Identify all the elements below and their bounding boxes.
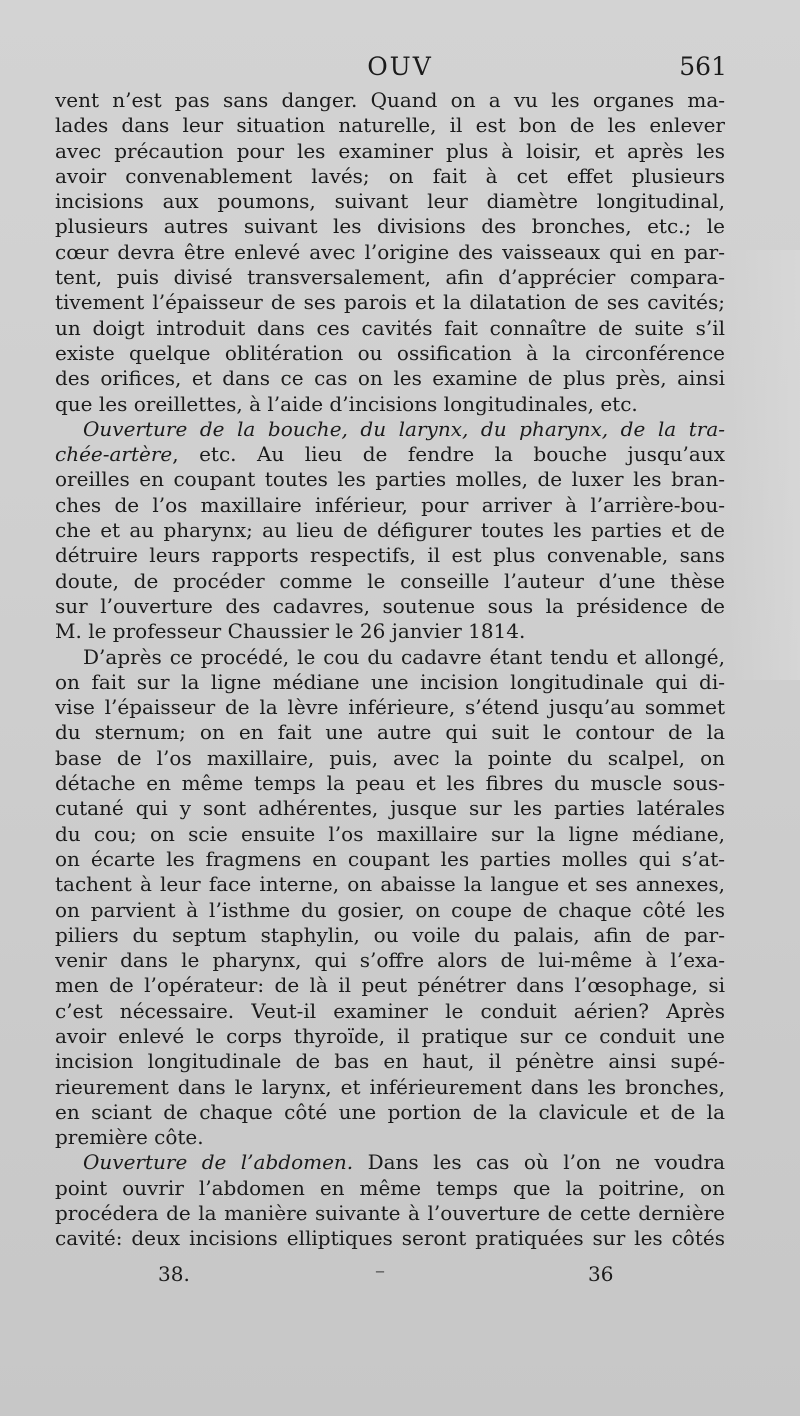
line-text: existe quelque oblitération ou ossification à la circonférence [55, 340, 725, 365]
text-line [55, 265, 725, 290]
text-line [55, 341, 725, 366]
line-text: vent n’est pas sans danger. Quand on a vu les organes ma- [55, 88, 725, 112]
text-line [55, 771, 725, 796]
line-text: du cou; on scie ensuite l’os maxillaire sur la ligne médiane, [55, 821, 725, 846]
line-text: on fait sur la ligne médiane une incision longitudinale qui di- [55, 669, 725, 694]
line-text: M. le professeur Chaussier le 26 janvier 1814. [55, 619, 526, 644]
text-line [55, 999, 725, 1024]
line-text: D’après ce procédé, le cou du cadavre étant tendu et allongé, [83, 644, 725, 669]
line-text: avec précaution pour les examiner plus à loisir, et après les [55, 138, 725, 163]
running-head [55, 48, 745, 88]
text-line [55, 948, 725, 973]
line-text: men de l’opérateur: de là il peut pénétrer dans l’œsophage, si [55, 973, 725, 998]
text-line [55, 442, 725, 467]
italic-heading-text: Ouverture de l’abdomen. [83, 1150, 354, 1175]
text-line [55, 1226, 725, 1251]
line-text: lades dans leur situation naturelle, il est bon de les enlever [55, 113, 725, 138]
text-line [55, 645, 725, 670]
line-text: doute, de procéder comme le conseille l’auteur d’une thèse [55, 568, 725, 593]
text-line [55, 619, 725, 644]
line-text: procédera de la manière suivante à l’ouverture de cette dernière [55, 1201, 725, 1226]
line-text: c’est nécessaire. Veut-il examiner le conduit aérien? Après [55, 998, 725, 1023]
line-text: avoir enlevé le corps thyroïde, il pratique sur ce conduit une [55, 1023, 725, 1048]
text-line [55, 467, 725, 492]
text-line [55, 720, 725, 745]
text-line [55, 189, 725, 214]
line-text: ches de l’os maxillaire inférieur, pour arriver à l’arrière-bou- [55, 492, 725, 517]
text-line [55, 569, 725, 594]
text-line [55, 164, 725, 189]
line-text: tent, puis divisé transversalement, afin d’apprécier compara- [55, 265, 725, 290]
text-line [55, 594, 725, 619]
text-line [55, 847, 725, 872]
text-line [55, 139, 725, 164]
running-title: OUV [367, 52, 433, 81]
line-text: cutané qui y sont adhérentes, jusque sur les parties latérales [55, 796, 725, 821]
text-line [55, 898, 725, 923]
line-text: plusieurs autres suivant les divisions des bronches, etc.; le [55, 214, 725, 239]
text-line [55, 1049, 725, 1074]
line-text: rieurement dans le larynx, et inférieurement dans les bronches, [55, 1074, 725, 1099]
text-line [55, 695, 725, 720]
line-text: du sternum; on en fait une autre qui suit le contour de la [55, 720, 725, 745]
text-line [55, 1075, 725, 1100]
text-line [55, 1100, 725, 1125]
line-text: incisions aux poumons, suivant leur diamètre longitudinal, [55, 189, 725, 214]
signature-dash: – [375, 1258, 385, 1282]
line-text: Dans les cas où l’on ne voudra [353, 1150, 725, 1175]
text-line [55, 316, 725, 341]
text-line [55, 746, 725, 771]
text-line [55, 923, 725, 948]
page-number: 561 [679, 52, 727, 81]
line-text: incision longitudinale de bas en haut, il pénètre ainsi supé- [55, 1049, 725, 1074]
line-text: point ouvrir l’abdomen en même temps que la poitrine, on [55, 1175, 725, 1200]
text-line [55, 1176, 725, 1201]
line-text: des orifices, et dans ce cas on les examine de plus près, ainsi [55, 366, 725, 391]
text-line [55, 240, 725, 265]
italic-heading-text: chée-artère [55, 442, 173, 467]
line-text: avoir convenablement lavés; on fait à cet effet plusieurs [55, 163, 725, 188]
text-line [55, 796, 725, 821]
text-line [55, 872, 725, 897]
line-text: venir dans le pharynx, qui s’offre alors de lui-même à l’exa- [55, 948, 725, 973]
text-line [55, 1150, 725, 1175]
line-text: che et au pharynx; au lieu de défigurer toutes les parties et de [55, 518, 725, 543]
line-text: tachent à leur face interne, on abaisse la langue et ses annexes, [55, 872, 725, 897]
line-text: un doigt introduit dans ces cavités fait connaître de suite s’il [55, 315, 725, 340]
text-line [55, 417, 725, 442]
text-line [55, 518, 725, 543]
text-line [55, 88, 725, 113]
signature-mark-right: 36 [588, 1262, 614, 1286]
text-line [55, 366, 725, 391]
body-text [55, 88, 725, 1252]
line-text: vise l’épaisseur de la lèvre inférieure, s’étend jusqu’au sommet [55, 695, 725, 720]
line-text: sur l’ouverture des cadavres, soutenue sous la présidence de [55, 593, 725, 618]
line-text: que les oreillettes, à l’aide d’incisions longitudinales, etc. [55, 391, 638, 416]
text-line [55, 670, 725, 695]
line-text: on écarte les fragmens en coupant les parties molles qui s’at- [55, 846, 725, 871]
line-text: , etc. Au lieu de fendre la bouche jusqu’aux [172, 442, 725, 467]
text-line [55, 113, 725, 138]
line-text: cavité: deux incisions elliptiques seront pratiquées sur les côtés [55, 1226, 725, 1251]
text-line [55, 290, 725, 315]
line-text: détache en même temps la peau et les fibres du muscle sous- [55, 771, 725, 796]
line-text: première côte. [55, 1125, 204, 1150]
italic-heading-text: Ouverture de la bouche, du larynx, du pharynx, de la tra- [83, 416, 725, 441]
line-text: tivement l’épaisseur de ses parois et la dilatation de ses cavités; [55, 290, 725, 315]
signature-line [55, 1258, 745, 1290]
text-line [55, 822, 725, 847]
text-line [55, 214, 725, 239]
text-line [55, 493, 725, 518]
text-line [55, 973, 725, 998]
line-text: piliers du septum staphylin, ou voile du palais, afin de par- [55, 922, 725, 947]
line-text: base de l’os maxillaire, puis, avec la pointe du scalpel, on [55, 745, 725, 770]
signature-mark-left: 38. [158, 1262, 190, 1286]
text-line [55, 1024, 725, 1049]
line-text: on parvient à l’isthme du gosier, on coupe de chaque côté les [55, 897, 725, 922]
text-line [55, 1201, 725, 1226]
text-line [55, 1125, 725, 1150]
line-text: cœur devra être enlevé avec l’origine des vaisseaux qui en par- [55, 239, 725, 264]
line-text: détruire leurs rapports respectifs, il est plus convenable, sans [55, 543, 725, 568]
text-line [55, 543, 725, 568]
text-line [55, 392, 725, 417]
line-text: en sciant de chaque côté une portion de la clavicule et de la [55, 1099, 725, 1124]
line-text: oreilles en coupant toutes les parties molles, de luxer les bran- [55, 467, 725, 492]
